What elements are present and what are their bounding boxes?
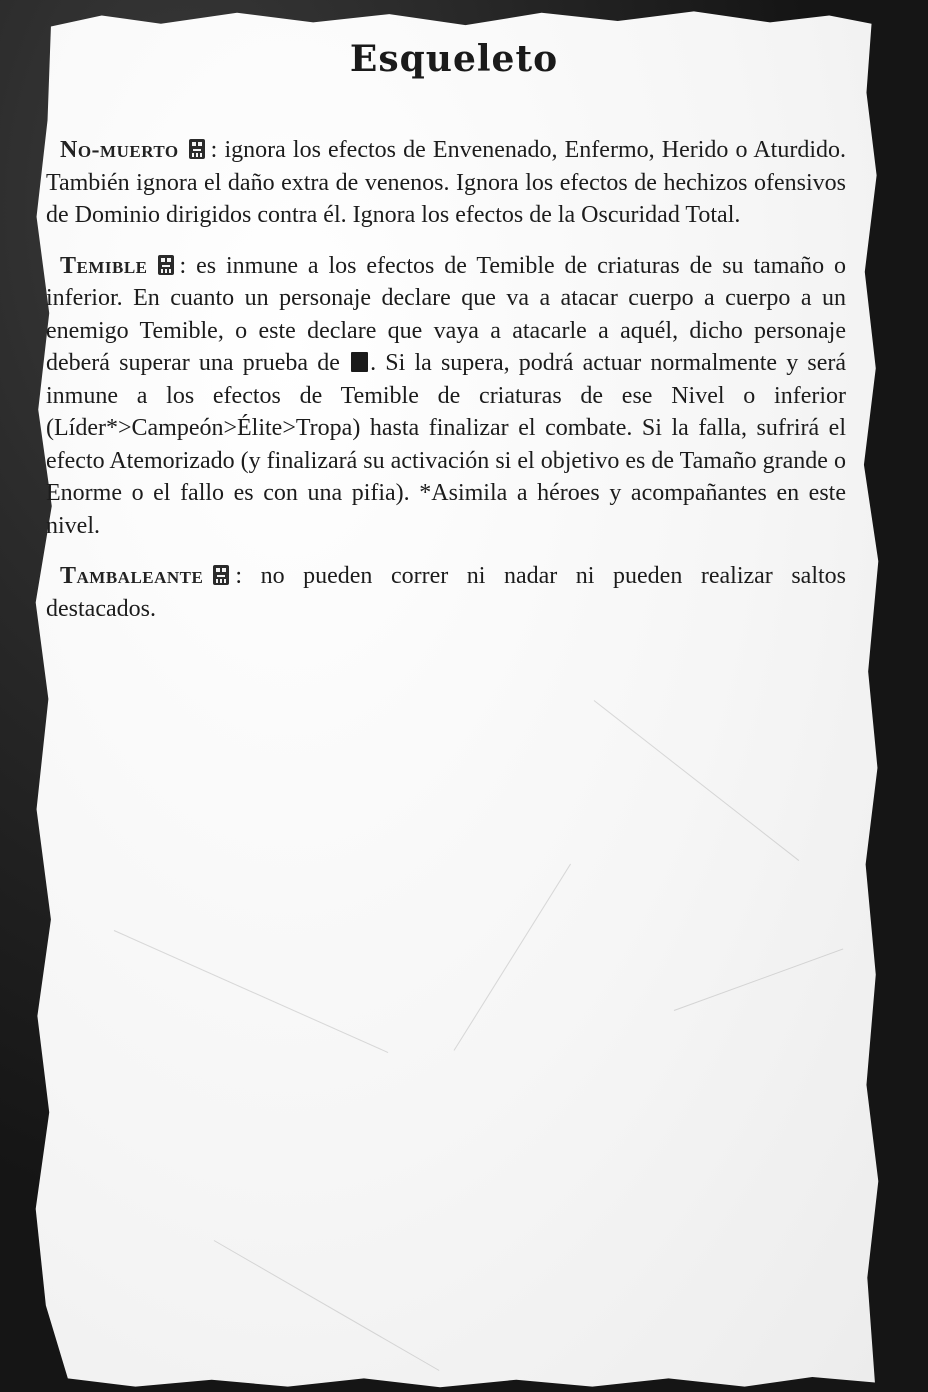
rule-keyword: Tambaleante <box>60 563 204 589</box>
rule-keyword: Temible <box>60 252 148 279</box>
creature-trait-icon <box>211 564 231 586</box>
rule-temible <box>46 250 846 543</box>
rule-no-muerto <box>46 134 846 232</box>
rule-tambaleante <box>46 560 846 625</box>
parchment-crack <box>674 948 843 1011</box>
rule-keyword: No-muerto <box>60 137 179 163</box>
creature-trait-icon <box>156 254 176 276</box>
rule-text: : ignora los efectos de Envenenado, Enfermo, Herido o Aturdido. También ignora el daño extra de venenos. Ignora los efectos de hechizos ofensivos de Dominio dirigidos contra él. Ignora los efectos de la Oscuridad Total. <box>46 137 846 228</box>
rule-text-continued: . Si la supera, podrá actuar normalmente y será inmune a los efectos de Temible de criaturas de ese Nivel o inferior (Líder*>Campeón>Élite>Tropa) hasta finalizar el combate. Si la falla, sufrirá el efecto Atemorizado (y finalizará su activación si el objetivo es de Tamaño grande o Enorme o el fallo es con una pifia). *Asimila a héroes y acompañantes en este nivel. <box>46 350 847 539</box>
rule-text: : no pueden correr ni nadar ni pueden realizar saltos destacados. <box>46 563 846 622</box>
rule-text: : es inmune a los efectos de Temible de criaturas de su tamaño o inferior. En cuanto un personaje declare que va a atacar cuerpo a cuerpo a un enemigo Temible, o este declare que vaya a atacarle a aquél, dicho personaje deberá superar una prueba de <box>46 252 846 376</box>
parchment-crack <box>454 864 571 1051</box>
attribute-test-icon <box>351 352 368 372</box>
rules-text <box>46 134 846 643</box>
parchment-crack <box>114 930 388 1053</box>
parchment-crack <box>214 1240 440 1371</box>
parchment-crack <box>594 700 799 861</box>
card-title: Esqueleto <box>349 38 559 80</box>
creature-trait-icon <box>187 138 207 160</box>
